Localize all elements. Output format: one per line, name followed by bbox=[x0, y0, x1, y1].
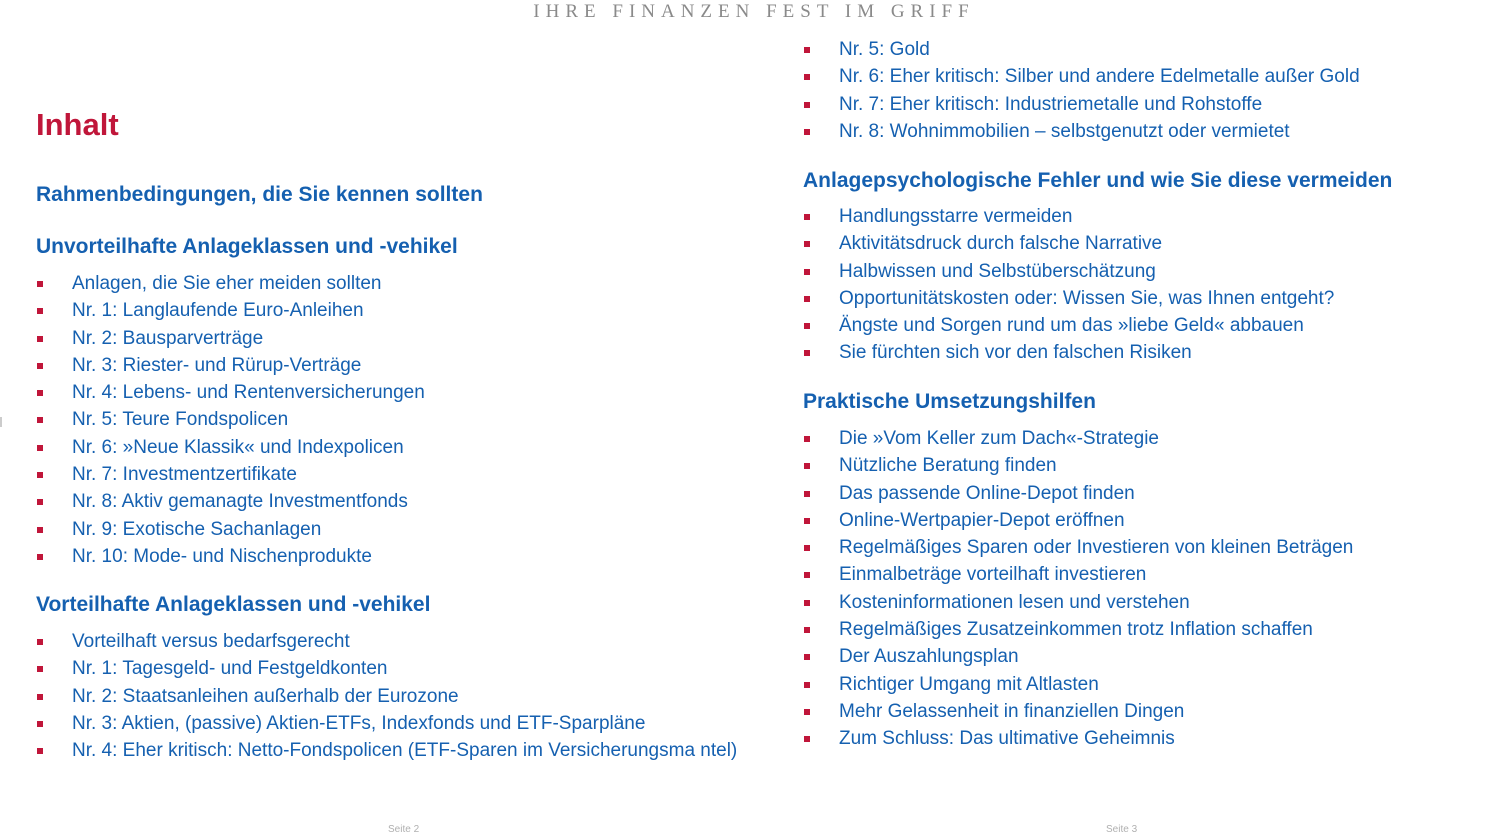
toc-entry-label: Nr. 8: Wohnimmobilien – selbstgenutzt oder vermietet bbox=[839, 120, 1290, 142]
page-number-right: Seite 3 bbox=[1106, 824, 1138, 835]
list-praktische bbox=[803, 427, 1503, 755]
toc-entry[interactable] bbox=[803, 232, 1503, 255]
toc-entry[interactable] bbox=[36, 299, 756, 322]
toc-entry-label: Nr. 1: Tagesgeld- und Festgeldkonten bbox=[72, 658, 388, 680]
toc-entry[interactable] bbox=[803, 427, 1503, 450]
toc-entry-label: Sie fürchten sich vor den falschen Risiken bbox=[839, 342, 1192, 364]
bullet-icon bbox=[804, 600, 810, 606]
toc-entry-label: Einmalbeträge vorteilhaft investieren bbox=[839, 564, 1147, 586]
list-vorteilhafte bbox=[36, 630, 756, 766]
bullet-icon bbox=[804, 296, 810, 302]
toc-entry-label: Nützliche Beratung finden bbox=[839, 455, 1057, 477]
toc-entry-label: Nr. 3: Aktien, (passive) Aktien-ETFs, Indexfonds und ETF-Sparpläne bbox=[72, 712, 646, 734]
bullet-icon bbox=[37, 472, 43, 478]
toc-entry-label: Nr. 5: Gold bbox=[839, 39, 930, 60]
section-heading-vorteilhafte[interactable]: Vorteilhafte Anlageklassen und -vehikel bbox=[36, 593, 431, 616]
bullet-icon bbox=[804, 47, 810, 53]
toc-entry-label: Opportunitätskosten oder: Wissen Sie, was Ihnen entgeht? bbox=[839, 287, 1335, 309]
toc-entry[interactable] bbox=[803, 454, 1503, 477]
list-continued bbox=[803, 38, 1503, 147]
bullet-icon bbox=[37, 281, 43, 287]
bullet-icon bbox=[37, 721, 43, 727]
toc-entry-label: Halbwissen und Selbstüberschätzung bbox=[839, 260, 1156, 282]
toc-entry-label: Nr. 4: Lebens- und Rentenversicherungen bbox=[72, 382, 425, 404]
section-heading-unvorteilhafte[interactable]: Unvorteilhafte Anlageklassen und -vehikel bbox=[36, 235, 458, 258]
bullet-icon bbox=[804, 627, 810, 633]
toc-entry[interactable] bbox=[36, 436, 756, 459]
toc-entry[interactable] bbox=[36, 490, 756, 513]
toc-entry-label: Der Auszahlungsplan bbox=[839, 646, 1019, 668]
toc-entry[interactable] bbox=[803, 591, 1503, 614]
toc-entry[interactable] bbox=[36, 354, 756, 377]
page-number-left: Seite 2 bbox=[388, 824, 420, 835]
toc-entry[interactable] bbox=[803, 536, 1503, 559]
bullet-icon bbox=[37, 445, 43, 451]
toc-entry-label: Die »Vom Keller zum Dach«-Strategie bbox=[839, 428, 1159, 449]
bullet-icon bbox=[804, 491, 810, 497]
section-heading-praktische[interactable]: Praktische Umsetzungshilfen bbox=[803, 390, 1096, 413]
toc-entry-label: Nr. 7: Eher kritisch: Industriemetalle und Rohstoffe bbox=[839, 93, 1263, 115]
bullet-icon bbox=[37, 336, 43, 342]
toc-title: Inhalt bbox=[36, 107, 119, 142]
bullet-icon bbox=[37, 639, 43, 645]
toc-entry[interactable] bbox=[803, 287, 1503, 310]
bullet-icon bbox=[804, 518, 810, 524]
bullet-icon bbox=[37, 554, 43, 560]
running-header: IHRE FINANZEN FEST IM GRIFF bbox=[533, 1, 975, 22]
toc-entry[interactable] bbox=[803, 563, 1503, 586]
bullet-icon bbox=[804, 572, 810, 578]
toc-entry[interactable] bbox=[36, 327, 756, 350]
toc-entry[interactable] bbox=[803, 727, 1503, 750]
bullet-icon bbox=[37, 527, 43, 533]
toc-entry-label: Kosteninformationen lesen und verstehen bbox=[839, 591, 1190, 613]
toc-entry-label: Richtiger Umgang mit Altlasten bbox=[839, 673, 1099, 695]
toc-entry-label: Nr. 4: Eher kritisch: Netto-Fondspolicen (ETF-Sparen im Versicherungsma ntel) bbox=[72, 740, 738, 762]
toc-entry-label: Zum Schluss: Das ultimative Geheimnis bbox=[839, 728, 1175, 750]
toc-entry[interactable] bbox=[36, 712, 756, 735]
toc-entry[interactable] bbox=[36, 518, 756, 541]
toc-entry[interactable] bbox=[803, 645, 1503, 668]
bullet-icon bbox=[37, 417, 43, 423]
toc-entry[interactable] bbox=[803, 700, 1503, 723]
section-heading-anlagepsychologische[interactable]: Anlagepsychologische Fehler und wie Sie diese vermeiden bbox=[803, 169, 1393, 192]
toc-entry-label: Online-Wertpapier-Depot eröffnen bbox=[839, 509, 1125, 531]
section-heading-rahmenbedingungen[interactable]: Rahmenbedingungen, die Sie kennen sollten bbox=[36, 183, 483, 206]
bullet-icon bbox=[804, 736, 810, 742]
toc-entry[interactable] bbox=[803, 38, 1503, 61]
bullet-icon bbox=[804, 323, 810, 329]
toc-entry-label: Nr. 5: Teure Fondspolicen bbox=[72, 409, 289, 431]
toc-entry[interactable] bbox=[803, 205, 1503, 228]
page-edge-mark bbox=[0, 417, 2, 427]
bullet-icon bbox=[804, 241, 810, 247]
bullet-icon bbox=[37, 666, 43, 672]
toc-entry-label: Anlagen, die Sie eher meiden sollten bbox=[72, 273, 382, 294]
toc-entry-label: Nr. 10: Mode- und Nischenprodukte bbox=[72, 545, 372, 567]
toc-entry-label: Nr. 8: Aktiv gemanagte Investmentfonds bbox=[72, 491, 408, 513]
toc-entry-label: Nr. 6: »Neue Klassik« und Indexpolicen bbox=[72, 436, 404, 458]
toc-entry-label: Nr. 2: Bausparverträge bbox=[72, 327, 264, 349]
bullet-icon bbox=[37, 308, 43, 314]
bullet-icon bbox=[37, 363, 43, 369]
bullet-icon bbox=[804, 214, 810, 220]
toc-entry[interactable] bbox=[803, 341, 1503, 364]
bullet-icon bbox=[804, 545, 810, 551]
toc-entry[interactable] bbox=[803, 93, 1503, 116]
bullet-icon bbox=[37, 694, 43, 700]
toc-entry[interactable] bbox=[803, 673, 1503, 696]
toc-entry-label: Nr. 7: Investmentzertifikate bbox=[72, 464, 297, 486]
toc-entry[interactable] bbox=[803, 260, 1503, 283]
toc-entry-label: Aktivitätsdruck durch falsche Narrative bbox=[839, 233, 1163, 255]
toc-entry-label: Regelmäßiges Sparen oder Investieren von kleinen Beträgen bbox=[839, 537, 1354, 559]
toc-entry[interactable] bbox=[36, 630, 756, 653]
toc-entry[interactable] bbox=[36, 657, 756, 680]
toc-entry[interactable] bbox=[36, 463, 756, 486]
bullet-icon bbox=[804, 654, 810, 660]
toc-entry[interactable] bbox=[36, 685, 756, 708]
toc-entry[interactable] bbox=[36, 408, 756, 431]
toc-entry[interactable] bbox=[36, 381, 756, 404]
toc-entry-label: Mehr Gelassenheit in finanziellen Dingen bbox=[839, 700, 1185, 722]
toc-entry[interactable] bbox=[803, 120, 1503, 143]
toc-entry[interactable] bbox=[803, 482, 1503, 505]
toc-entry-label: Nr. 2: Staatsanleihen außerhalb der Eurozone bbox=[72, 685, 459, 707]
bullet-icon bbox=[37, 748, 43, 754]
toc-entry-label: Nr. 9: Exotische Sachanlagen bbox=[72, 518, 322, 540]
toc-entry-label: Nr. 3: Riester- und Rürup-Verträge bbox=[72, 354, 362, 376]
bullet-icon bbox=[804, 350, 810, 356]
toc-entry[interactable] bbox=[803, 618, 1503, 641]
bullet-icon bbox=[37, 390, 43, 396]
bullet-icon bbox=[804, 436, 810, 442]
toc-entry-label: Nr. 6: Eher kritisch: Silber und andere Edelmetalle außer Gold bbox=[839, 66, 1360, 88]
bullet-icon bbox=[804, 129, 810, 135]
toc-entry[interactable] bbox=[803, 65, 1503, 88]
list-unvorteilhafte bbox=[36, 272, 756, 572]
toc-entry-label: Vorteilhaft versus bedarfsgerecht bbox=[72, 631, 350, 652]
toc-entry[interactable] bbox=[803, 314, 1503, 337]
toc-entry[interactable] bbox=[36, 739, 756, 762]
bullet-icon bbox=[804, 74, 810, 80]
bullet-icon bbox=[804, 102, 810, 108]
bullet-icon bbox=[804, 269, 810, 275]
toc-entry-label: Handlungsstarre vermeiden bbox=[839, 206, 1073, 227]
toc-entry[interactable] bbox=[36, 272, 756, 295]
bullet-icon bbox=[37, 499, 43, 505]
toc-entry-label: Regelmäßiges Zusatzeinkommen trotz Inflation schaffen bbox=[839, 619, 1313, 641]
toc-entry[interactable] bbox=[803, 509, 1503, 532]
bullet-icon bbox=[804, 682, 810, 688]
toc-entry-label: Das passende Online-Depot finden bbox=[839, 482, 1135, 504]
bullet-icon bbox=[804, 709, 810, 715]
toc-entry-label: Ängste und Sorgen rund um das »liebe Geld« abbauen bbox=[839, 315, 1304, 337]
toc-entry-label: Nr. 1: Langlaufende Euro-Anleihen bbox=[72, 300, 364, 322]
list-anlagepsychologische bbox=[803, 205, 1503, 369]
bullet-icon bbox=[804, 463, 810, 469]
toc-entry[interactable] bbox=[36, 545, 756, 568]
